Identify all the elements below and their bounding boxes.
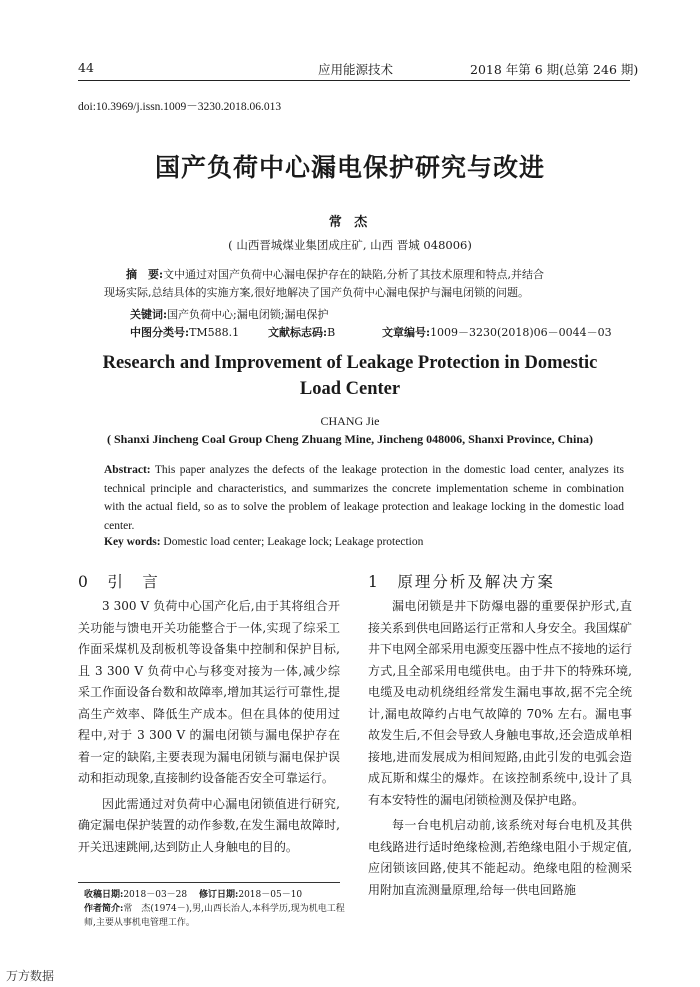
footnote-dates: 收稿日期:2018－03－28 修订日期:2018－05－10 [84,890,303,900]
author-cn: 常 杰 [328,215,372,230]
section-1-para-2: 每一台电机启动前,该系统对每台电机及其供电线路进行适时绝缘检测,若绝缘电阻小于规定值,应闭锁该回路,使其不能起动。绝缘电阻的检测采用附加直流测量原理,给每一供电回路施 [368,818,632,897]
article-number: 文章编号:1009－3230(2018)06－0044－03 [382,326,612,339]
header-rule [78,80,630,81]
watermark: 万方数据 [6,969,55,983]
section-0-para-1: 3 300 V 负荷中心国产化后,由于其将组合开关功能与馈电开关功能整合于一体,实现了综采工作面采煤机及刮板机等设备集中控制和保护目标,且 3 300 V 负荷中心与移变对接为一体,减少综采工作面设备台数和故障率,增加其运行可靠性,提高生产效率、降低生产成本。但在具体的使用过程中,对于 3 300 V 的漏电闭锁与漏电保护存在着一定的缺陷,主要表现为漏电闭锁与漏电保护误动和拒动现象,直接制约设备能否安全可靠运行。 [78,599,340,785]
journal-name: 应用能源技术 [318,62,394,77]
right-column [368,596,632,901]
keywords-cn: 关键词:国产负荷中心;漏电闭锁;漏电保护 [130,308,329,321]
footnote-bio: 作者简介:常 杰(1974－),男,山西长治人,本科学历,现为机电工程师,主要从事机电管理工作。 [84,904,345,928]
title-en: Research and Improvement of Leakage Protection in Domestic Load Center [102,353,598,399]
section-1-heading: 1 原理分析及解决方案 [368,573,555,591]
abstract-cn-line1: 摘 要:文中通过对国产负荷中心漏电保护存在的缺陷,分析了其技术原理和特点,并结合 [126,268,545,281]
issue-info: 2018 年第 6 期(总第 246 期) [470,62,639,77]
abstract-en: Abstract: This paper analyzes the defects of the leakage protection in the domestic load center, analyzes its technical principle and characteristics, and summarizes the concrete implementation scheme in combination with the actual field, so as to solve the problem of leakage protection and leakage locking in the domestic load center. [104,464,624,532]
title-cn: 国产负荷中心漏电保护研究与改进 [154,153,545,182]
section-0-para-2: 因此需通过对负荷中心漏电闭锁值进行研究,确定漏电保护装置的动作参数,在发生漏电故障时,开关迅速跳闸,达到防止人身触电的目的。 [78,796,340,854]
abstract-cn-label: 摘 要: [126,268,164,281]
page-number: 44 [78,60,94,75]
section-1-para-1: 漏电闭锁是井下防爆电器的重要保护形式,直接关系到供电回路运行正常和人身安全。我国煤矿井下电网全部采用电源变压器中性点不接地的运行方式,且全部采用电缆供电。由于井下的特殊环境,电缆及电动机绕组经常发生漏电事故,据不完全统计,漏电故障约占电气故障的 70% 左右。漏电事故发生后,不但会导致人身触电事故,还会造成单相接地,进而发展成为相间短路,由此引发的电弧会造成瓦斯和煤尘的爆炸。在该控制系统中,设计了具有本安特性的漏电闭锁检测及保护电路。 [368,599,633,807]
doc-code: 文献标志码:B [268,326,336,339]
abstract-cn [104,266,624,302]
affiliation-en: ( Shanxi Jincheng Coal Group Cheng Zhuang Mine, Jincheng 048006, Shanxi Province, China) [107,432,593,446]
footnote [84,888,354,930]
section-0-heading: 0 引 言 [78,573,160,591]
clc-number: 中图分类号:TM588.1 [130,326,240,339]
abstract-cn-line2: 现场实际,总结具体的实施方案,很好地解决了国产负荷中心漏电保护与漏电闭锁的问题。 [104,286,529,299]
footnote-rule [78,882,340,883]
keywords-en: Key words: Domestic load center; Leakage lock; Leakage protection [104,536,424,548]
doi: doi:10.3969/j.issn.1009－3230.2018.06.013 [78,101,282,113]
author-en: CHANG Jie [320,414,380,428]
left-column [78,596,340,858]
affiliation-cn: ( 山西晋城煤业集团成庄矿, 山西 晋城 048006) [228,238,472,252]
abstract-en-label: Abstract: [104,464,151,476]
